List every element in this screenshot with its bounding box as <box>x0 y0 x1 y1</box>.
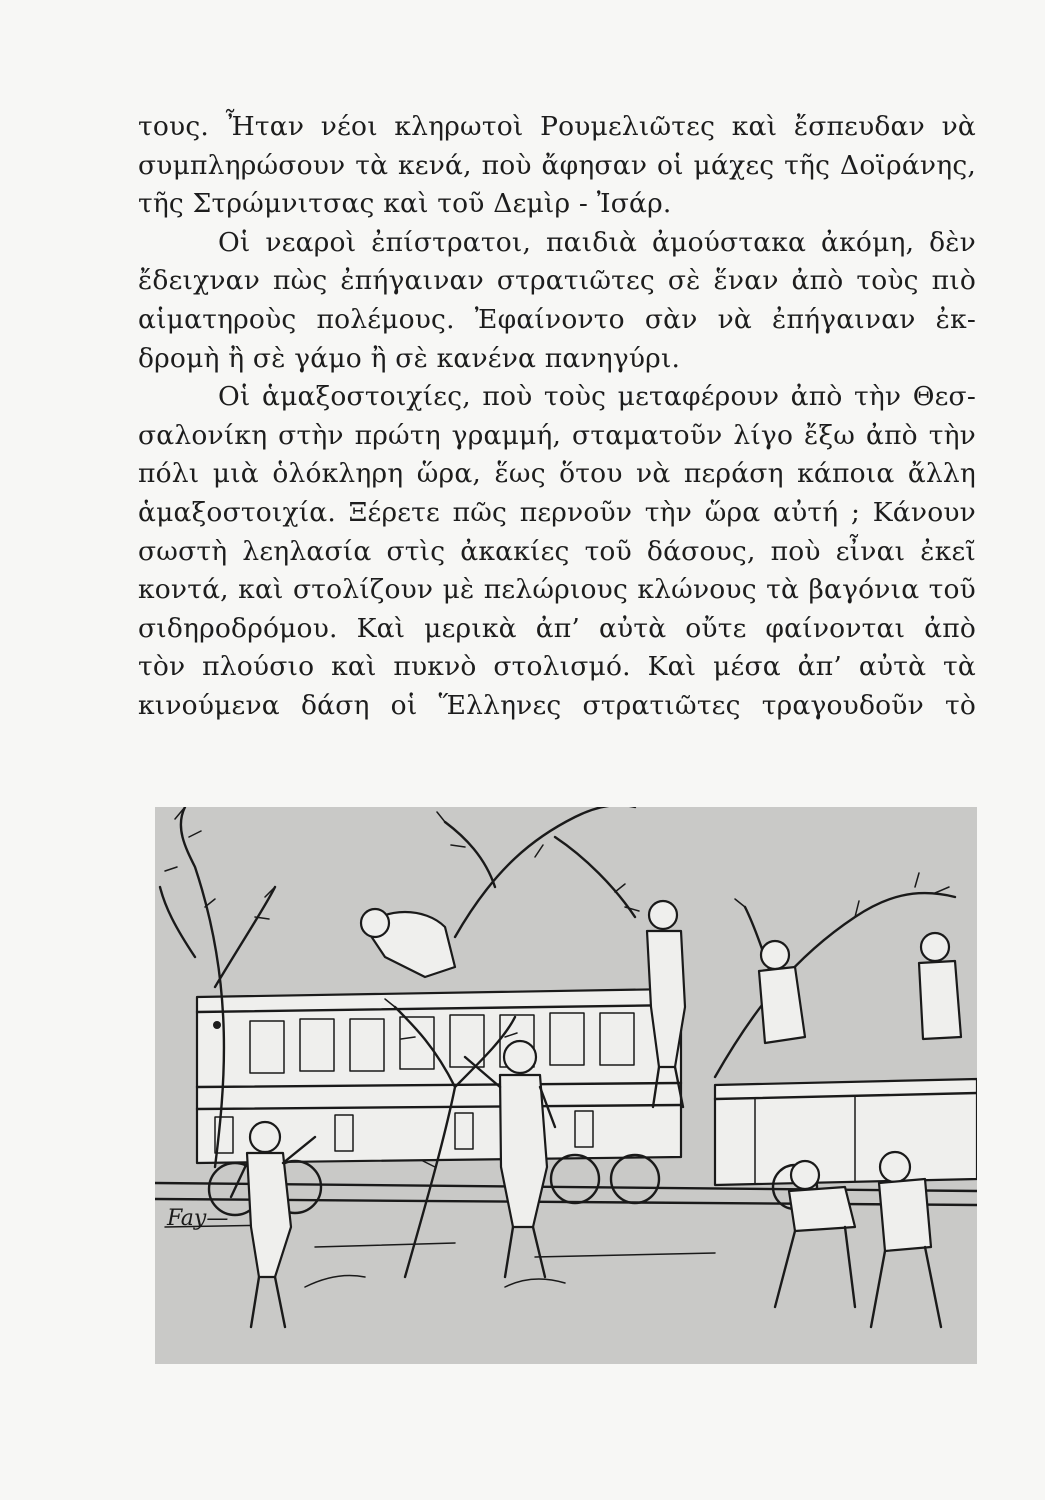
text-line: τῆς Στρώμνιτσας καὶ τοῦ Δεμὶρ - Ἰσάρ. <box>138 188 672 220</box>
artist-signature: Fay— <box>167 1206 229 1231</box>
text-line: ἁμαξοστοιχία. Ξέρετε πῶς περνοῦν τὴν ὥρα αὐτή ; Κάνουν <box>138 496 976 528</box>
text-line: τὸν πλούσιο καὶ πυκνὸ στολισμό. Καὶ μέσα ἀπ’ αὐτὰ τὰ <box>138 651 976 683</box>
text-line: Οἱ ἁμαξοστοιχίες, ποὺ τοὺς μεταφέρουν ἀπὸ τὴν Θεσ- <box>218 381 976 413</box>
illustration-soldiers-decorating-train <box>155 807 977 1364</box>
text-line: Οἱ νεαροὶ ἐπίστρατοι, παιδιὰ ἀμούστακα ἀκόμη, δὲν <box>218 226 976 258</box>
body-text <box>138 108 976 726</box>
text-line: δρομὴ ἢ σὲ γάμο ἢ σὲ κανένα πανηγύρι. <box>138 342 681 374</box>
paragraph-3 <box>138 378 976 725</box>
text-line: πόλι μιὰ ὁλόκληρη ὥρα, ἕως ὅτου νὰ περάση κάποια ἄλλη <box>138 458 976 490</box>
text-line: τους. Ἦταν νέοι κληρωτοὶ Ρουμελιῶτες καὶ ἔσπευδαν νὰ <box>138 111 976 142</box>
paragraph-1 <box>138 108 976 224</box>
open-wagon <box>715 1079 977 1185</box>
text-line: σαλονίκη στὴν πρώτη γραμμή, σταματοῦν λίγο ἔξω ἀπὸ τὴν <box>138 419 976 451</box>
text-line: κινούμενα δάση οἱ Ἕλληνες στρατιῶτες τραγουδοῦν τὸ <box>138 689 976 721</box>
paragraph-2 <box>138 224 976 378</box>
text-line: αἱματηροὺς πολέμους. Ἐφαίνοντο σὰν νὰ ἐπήγαιναν ἐκ- <box>138 303 976 335</box>
text-line: ἔδειχναν πὼς ἐπήγαιναν στρατιῶτες σὲ ἕναν ἀπὸ τοὺς πιὸ <box>138 265 976 297</box>
text-line: συμπληρώσουν τὰ κενά, ποὺ ἄφησαν οἱ μάχες τῆς Δοϊράνης, <box>138 149 976 181</box>
text-line: σωστὴ λεηλασία στὶς ἀκακίες τοῦ δάσους, ποὺ εἶναι ἐκεῖ <box>138 535 976 567</box>
text-line: κοντά, καὶ στολίζουν μὲ πελώριους κλώνους τὰ βαγόνια τοῦ <box>138 574 976 606</box>
train-illustration <box>155 807 977 1364</box>
text-line: σιδηροδρόμου. Καὶ μερικὰ ἀπ’ αὐτὰ οὔτε φαίνονται ἀπὸ <box>138 612 976 644</box>
